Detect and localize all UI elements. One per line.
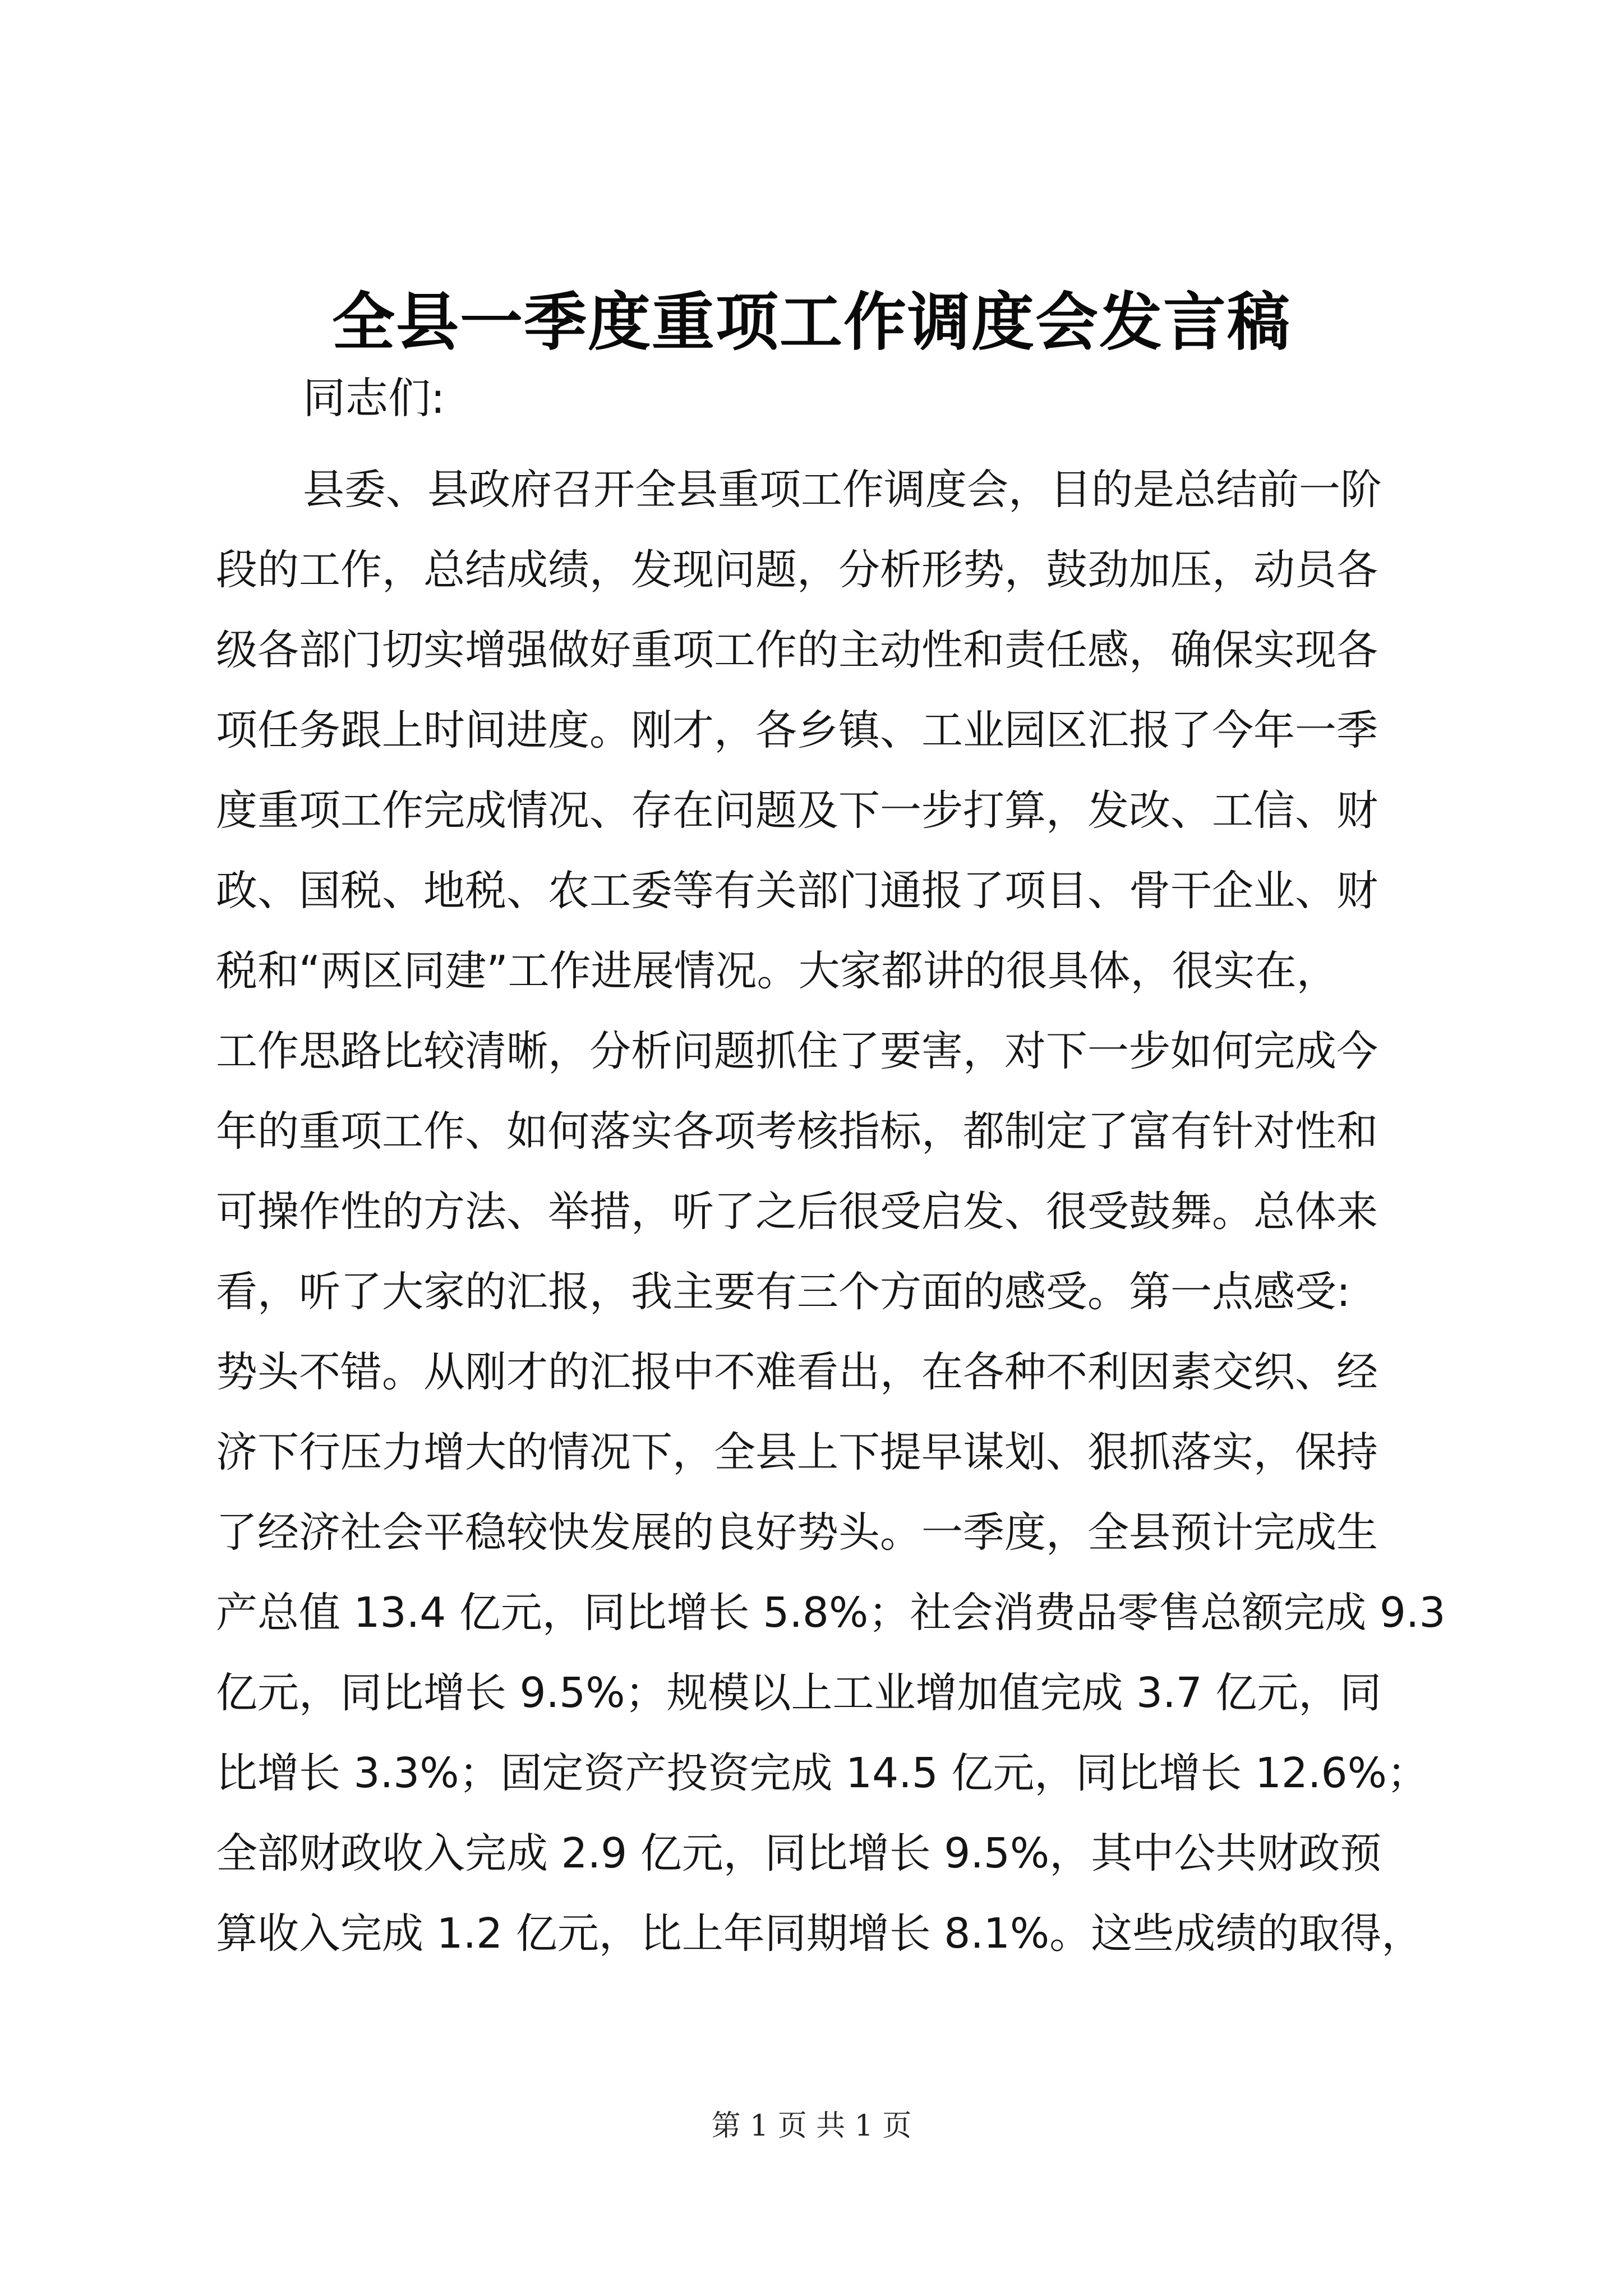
page-footer: 第 1 页 共 1 页 [711,2109,912,2143]
body-line: 产总值 13.4 亿元，同比增长 5.8%；社会消费品零售总额完成 9.3 [216,1589,1446,1637]
greeting: 同志们: [303,373,445,423]
body-line: 段的工作，总结成绩，发现问题，分析形势，鼓劲加压，动员各 [216,546,1378,594]
body-line: 亿元，同比增长 9.5%；规模以上工业增加值完成 3.7 亿元，同 [216,1669,1382,1717]
body-line: 级各部门切实增强做好重项工作的主动性和责任感，确保实现各 [216,626,1378,674]
body-line: 了经济社会平稳较快发展的良好势头。一季度，全县预计完成生 [216,1508,1378,1557]
body-line: 比增长 3.3%；固定资产投资完成 14.5 亿元，同比增长 12.6%； [216,1749,1428,1797]
body-line: 可操作性的方法、举措，听了之后很受启发、很受鼓舞。总体来 [216,1188,1378,1236]
body-line: 全部财政收入完成 2.9 亿元，同比增长 9.5%，其中公共财政预 [216,1829,1382,1878]
body-line: 济下行压力增大的情况下，全县上下提早谋划、狠抓落实，保持 [216,1428,1378,1476]
body-line: 看，听了大家的汇报，我主要有三个方面的感受。第一点感受: [216,1268,1350,1316]
body-line: 税和“两区同建”工作进展情况。大家都讲的很具体，很实在， [216,947,1338,995]
body-line: 算收入完成 1.2 亿元，比上年同期增长 8.1%。这些成绩的取得， [216,1910,1423,1958]
body-line: 势头不错。从刚才的汇报中不难看出，在各种不利因素交织、经 [216,1348,1378,1396]
body-line: 工作思路比较清晰，分析问题抓住了要害，对下一步如何完成今 [216,1027,1378,1075]
body-line: 项任务跟上时间进度。刚才，各乡镇、工业园区汇报了今年一季 [216,706,1378,754]
body-line: 年的重项工作、如何落实各项考核指标，都制定了富有针对性和 [216,1107,1378,1156]
body-line: 县委、县政府召开全县重项工作调度会，目的是总结前一阶 [303,466,1382,514]
document-title: 全县一季度重项工作调度会发言稿 [332,286,1291,359]
body-line: 政、国税、地税、农工委等有关部门通报了项目、骨干企业、财 [216,867,1378,915]
body-line: 度重项工作完成情况、存在问题及下一步打算，发改、工信、财 [216,786,1378,835]
